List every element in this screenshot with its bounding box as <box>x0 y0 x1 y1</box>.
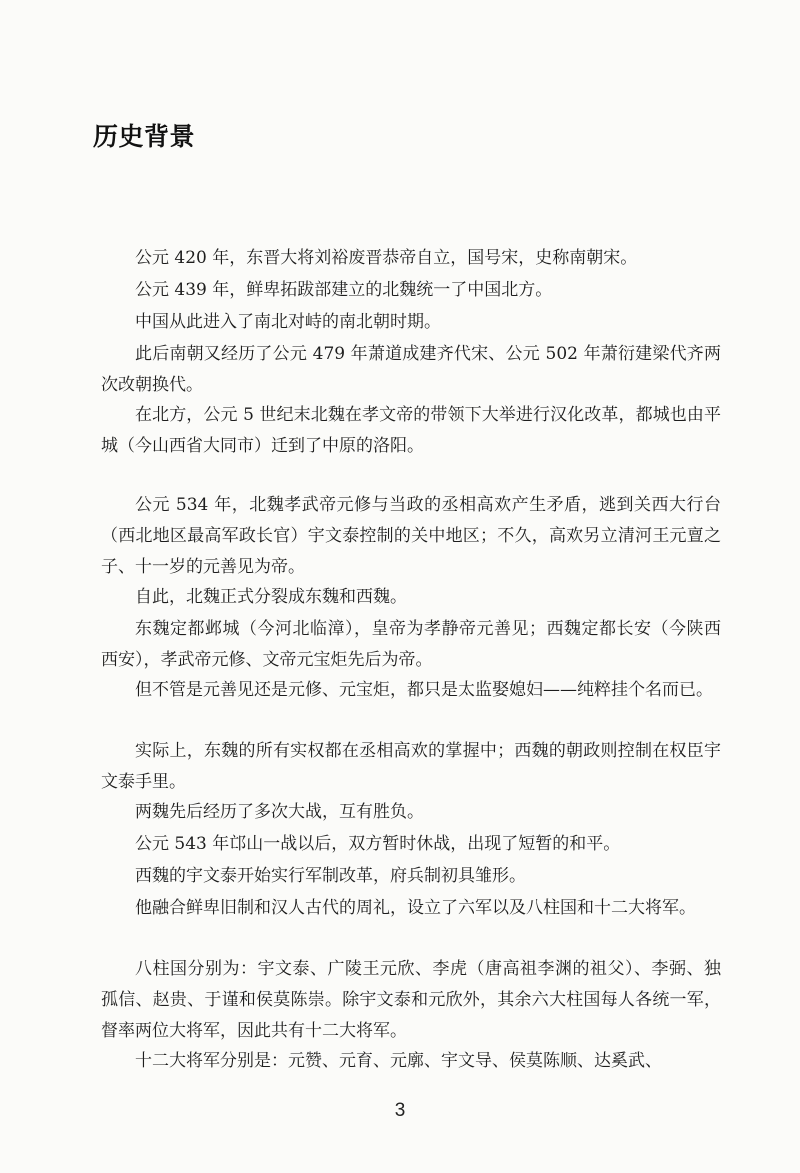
page-number: 3 <box>394 1100 406 1121</box>
paragraph-3: 中国从此进入了南北对峙的南北朝时期。 <box>135 312 441 332</box>
paragraph-6: 公元 534 年，北魏孝武帝元修与当政的丞相高欢产生矛盾，逃到关西大行台（西北地区最高军政长官）宇文泰控制的关中地区；不久，高欢另立清河王元亶之子、十一岁的元善见为帝。 <box>101 495 721 577</box>
paragraph-1: 公元 420 年，东晋大将刘裕废晋恭帝自立，国号宋，史称南朝宋。 <box>135 248 638 268</box>
paragraph-13: 西魏的宇文泰开始实行军制改革，府兵制初具雏形。 <box>135 866 526 886</box>
paragraph-11: 两魏先后经历了多次大战，互有胜负。 <box>135 802 424 822</box>
paragraph-8: 东魏定都邺城（今河北临漳），皇帝为孝静帝元善见；西魏定都长安（今陕西西安），孝武帝元修、文帝元宝炬先后为帝。 <box>101 619 721 670</box>
paragraph-16: 十二大将军分别是：元赞、元育、元廓、宇文导、侯莫陈顺、达奚武、 <box>135 1051 662 1071</box>
paragraph-2: 公元 439 年，鲜卑拓跋部建立的北魏统一了中国北方。 <box>135 280 553 300</box>
paragraph-14: 他融合鲜卑旧制和汉人古代的周礼，设立了六军以及八柱国和十二大将军。 <box>135 898 696 918</box>
paragraph-12: 公元 543 年邙山一战以后，双方暂时休战，出现了短暂的和平。 <box>135 834 621 854</box>
page-title: 历史背景 <box>93 122 196 151</box>
paragraph-7: 自此，北魏正式分裂成东魏和西魏。 <box>135 587 407 607</box>
paragraph-15: 八柱国分别为：宇文泰、广陵王元欣、李虎（唐高祖李渊的祖父）、李弼、独孤信、赵贵、于谨和侯莫陈崇。除宇文泰和元欣外，其余六大柱国每人各统一军，督率两位大将军，因此共有十二大将军。 <box>101 959 721 1041</box>
paragraph-9: 但不管是元善见还是元修、元宝炬，都只是太监娶媳妇——纯粹挂个名而已。 <box>135 680 713 700</box>
paragraph-5: 在北方，公元 5 世纪末北魏在孝文帝的带领下大举进行汉化改革，都城也由平城（今山西省大同市）迁到了中原的洛阳。 <box>101 405 721 456</box>
paragraph-4: 此后南朝又经历了公元 479 年萧道成建齐代宋、公元 502 年萧衍建梁代齐两次改朝换代。 <box>101 344 721 395</box>
paragraph-10: 实际上，东魏的所有实权都在丞相高欢的掌握中；西魏的朝政则控制在权臣宇文泰手里。 <box>101 741 721 792</box>
